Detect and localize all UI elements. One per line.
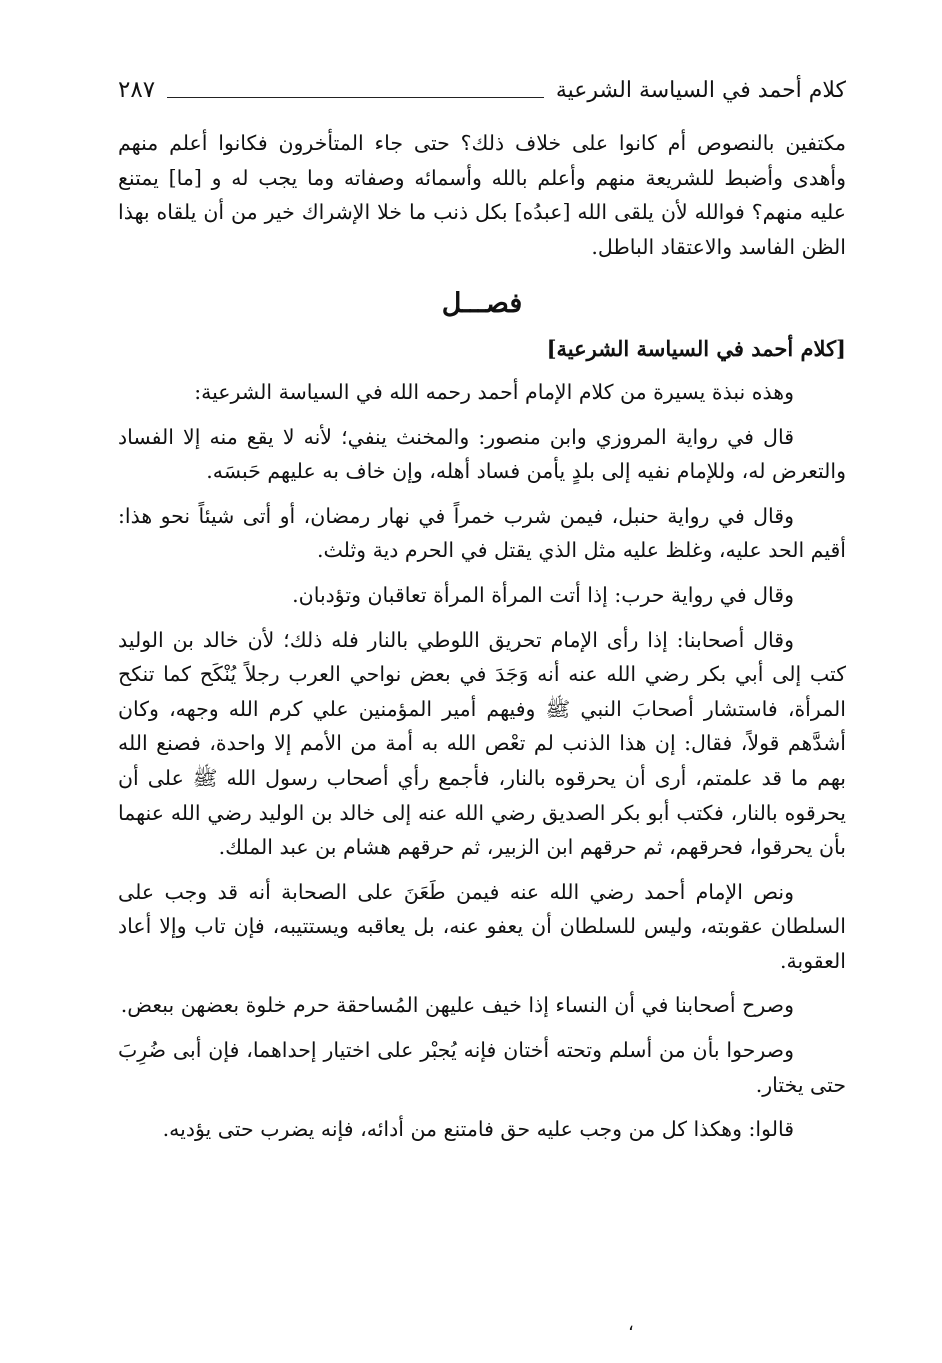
paragraph: وهذه نبذة يسيرة من كلام الإمام أحمد رحمه الله في السياسة الشرعية: <box>194 379 794 404</box>
section-heading: فصـــل <box>441 288 523 320</box>
paragraph: وقال في رواية حرب: إذا أتت المرأة المرأة تعاقبان وتؤدبان. <box>292 582 794 607</box>
running-title: كلام أحمد في السياسة الشرعية <box>555 77 846 103</box>
footer-mark: ، <box>628 1314 634 1335</box>
paragraph: وقال أصحابنا: إذا رأى الإمام تحريق اللوطي بالنار فله ذلك؛ لأن خالد بن الوليد كتب إلى أبي بكر رضي الله عنه أنه وَجَدَ في بعض نواحي العرب رجلاً يُنْكَح كما تنكح المرأة، فاستشار أصحابَ النبي ﷺ وفيهم أمير المؤمنين علي كرم الله وجهه، وكان أشدَّهم قولاً، فقال: إن هذا الذنب لم تعْص الله به أمة من الأمم إلا واحدة، فصنع الله بهم ما قد علمتم، أرى أن يحرقوه بالنار، فأجمع رأي أصحاب رسول الله ﷺ على أن يحرقوه بالنار، فكتب أبو بكر الصديق رضي الله عنه إلى خالد بن الوليد رضي الله عنهما بأن يحرقوا، فحرقهم، ثم حرقهم ابن الزبير، ثم حرقهم هشام بن عبد الملك. <box>118 627 846 860</box>
paragraph: وصرحوا بأن من أسلم وتحته أختان فإنه يُجبْر على اختيار إحداهما، فإن أبى ضُرِبَ حتى يختار. <box>118 1038 846 1097</box>
paragraph: وصرح أصحابنا في أن النساء إذا خيف عليهن المُساحقة حرم خلوة بعضهن ببعض. <box>120 993 794 1018</box>
paragraph: وقال في رواية حنبل، فيمن شرب خمراً في نهار رمضان، أو أتى شيئاً نحو هذا: أقيم الحد عليه، وغلظ عليه مثل الذي يقتل في الحرم دية وثلث. <box>118 503 846 563</box>
header-rule <box>167 97 544 98</box>
running-header <box>118 70 846 110</box>
paragraph: ونص الإمام أحمد رضي الله عنه فيمن طَعَنَ على الصحابة أنه قد وجب على السلطان عقوبته، وليس للسلطان أن يعفو عنه، بل يعاقبه ويستتيبه، فإن تاب وإلا أعاد العقوبة. <box>118 879 846 973</box>
paragraph: قالوا: وهكذا كل من وجب عليه حق فامتنع من أدائه، فإنه يضرب حتى يؤديه. <box>162 1117 794 1142</box>
paragraph: قال في رواية المروزي وابن منصور: والمخنث ينفي؛ لأنه لا يقع منه إلا الفساد والتعرض له، وللإمام نفيه إلى بلدٍ يأمن فساد أهله، وإن خاف به عليهم حَبسَه. <box>118 424 846 484</box>
section-subtitle: [كلام أحمد في السياسة الشرعية] <box>546 336 846 362</box>
page-number: ٢٨٧ <box>118 77 156 103</box>
page-body <box>118 126 846 1157</box>
paragraph-continuation: مكتفين بالنصوص أم كانوا على خلاف ذلك؟ حتى جاء المتأخرون فكانوا أعلم منهم وأهدى وأضبط للشريعة منهم وأعلم بالله وأسمائه وصفاته وما يجب له و [ما] يمتنع عليه منهم؟ فوالله لأن يلقى الله [عبدُه] بكل ذنب ما خلا الإشراك خير من أن يلقاه بهذا الظن الفاسد والاعتقاد الباطل. <box>118 131 846 259</box>
